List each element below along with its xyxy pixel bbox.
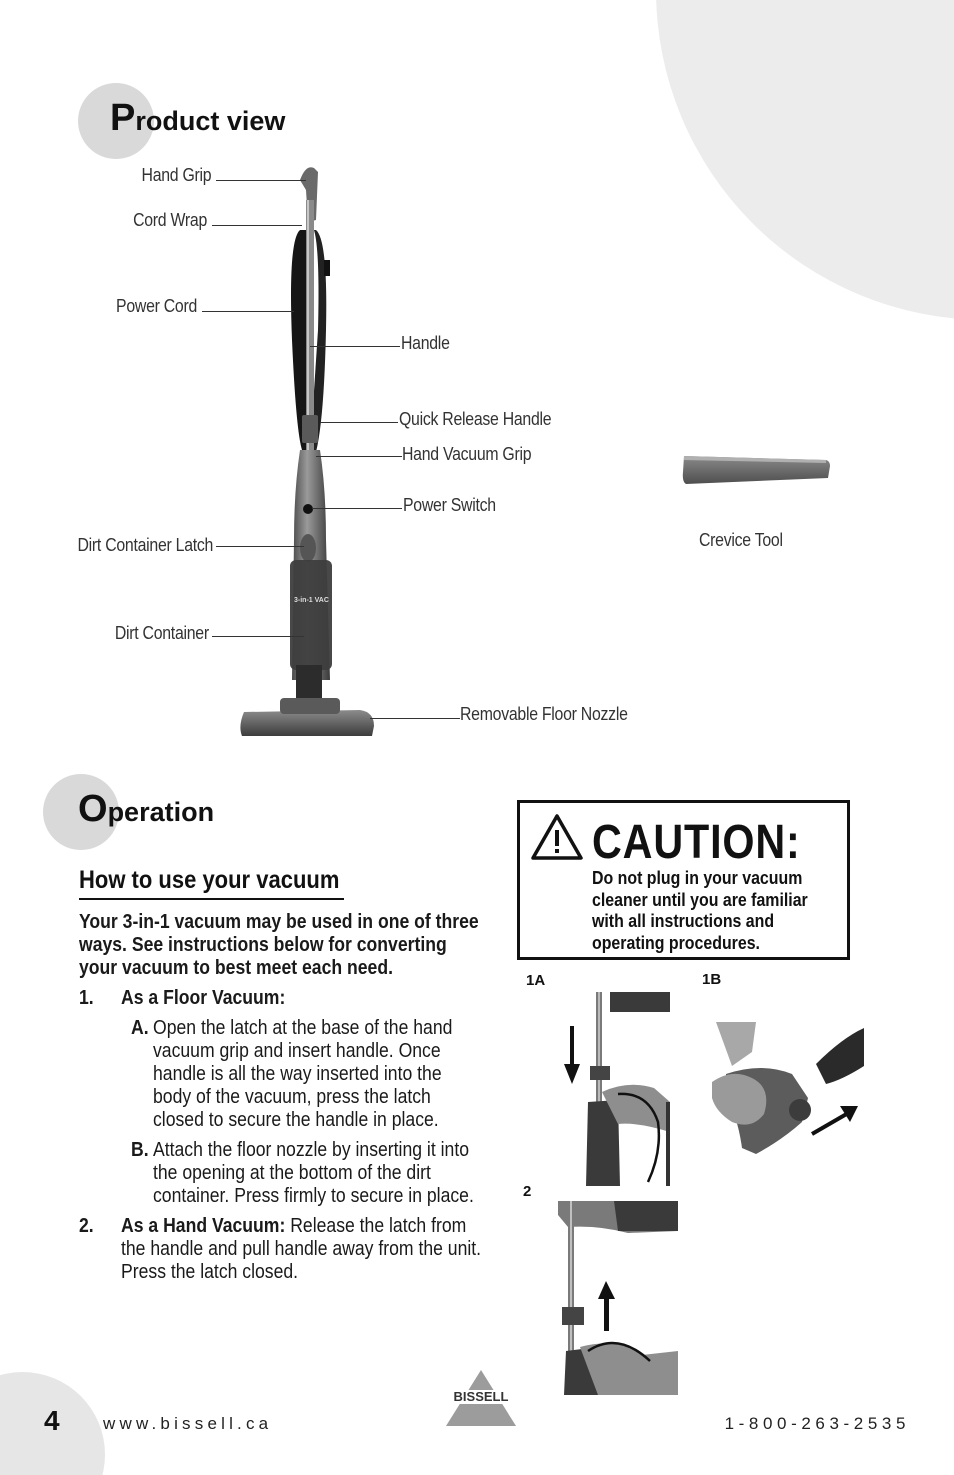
how-to-use-subheading: How to use your vacuum [79, 866, 340, 894]
step-2-body: Release the latch from the handle and pull handle away from the unit. Press the latch closed. [121, 1215, 482, 1283]
leader-hand-grip [216, 180, 306, 181]
callout-power-switch: Power Switch [403, 495, 496, 515]
step-1-title: As a Floor Vacuum: [121, 987, 286, 1009]
callout-hand-grip: Hand Grip [141, 165, 211, 185]
step-1b-text: Attach the floor nozzle by inserting it into the opening at the bottom of the dirt container. Press firmly to secure in place. [153, 1139, 474, 1207]
callout-dirt-container-latch: Dirt Container Latch [77, 535, 213, 555]
callout-removable-floor-nozzle: Removable Floor Nozzle [460, 704, 628, 724]
step-2-number: 2. [79, 1215, 94, 1237]
step-2-title: As a Hand Vacuum: [121, 1215, 286, 1237]
leader-power-cord [202, 311, 294, 312]
caution-text: Do not plug in your vacuum cleaner until you are familiar with all instructions and operating procedures. [592, 867, 808, 953]
leader-removable-floor-nozzle [370, 718, 460, 719]
callout-quick-release-handle: Quick Release Handle [399, 409, 552, 429]
logo-text: BISSELL [453, 1389, 509, 1404]
step-1a-label: A. [131, 1017, 149, 1039]
step-1-number: 1. [79, 987, 94, 1009]
figure-2-photo [558, 1201, 678, 1395]
leader-power-switch [312, 508, 402, 509]
figure-1a-photo [558, 992, 670, 1186]
step-1b-label: B. [131, 1139, 149, 1161]
leader-cord-wrap [212, 225, 302, 226]
footer-phone: 1-800-263-2535 [724, 1414, 910, 1433]
intro-paragraph: Your 3-in-1 vacuum may be used in one of three ways. See instructions below for converting your vacuum to best meet each need. [79, 911, 479, 979]
subheading-underline [79, 898, 344, 900]
callout-crevice-tool: Crevice Tool [699, 530, 783, 550]
warning-triangle-icon [530, 813, 584, 861]
figure-label-1a: 1A [526, 972, 546, 989]
leader-quick-release-handle [320, 422, 398, 423]
leader-dirt-container-latch [216, 546, 304, 547]
page-number: 4 [44, 1405, 60, 1436]
caution-box [517, 800, 850, 960]
operation-heading: Operation [78, 788, 215, 830]
corner-decoration [656, 0, 954, 320]
leader-dirt-container [212, 636, 304, 637]
callout-dirt-container: Dirt Container [114, 623, 209, 643]
callout-handle: Handle [401, 333, 450, 353]
stick-vacuum-illustration [230, 160, 390, 742]
step-1a-text: Open the latch at the base of the hand vacuum grip and insert handle. Once handle is all the way inserted into the body of the vacuum, press the latch closed to secure the handle in place. [153, 1017, 453, 1131]
bissell-logo [440, 1368, 522, 1430]
callout-hand-vacuum-grip: Hand Vacuum Grip [402, 444, 532, 464]
crevice-tool-illustration [680, 452, 832, 488]
leader-hand-vacuum-grip [316, 456, 402, 457]
product-view-heading: Product view [110, 97, 286, 139]
product-badge-text: 3-in-1 VAC [294, 597, 329, 604]
figure-label-1b: 1B [702, 971, 722, 988]
caution-title: CAUTION: [592, 816, 801, 869]
callout-power-cord: Power Cord [115, 296, 197, 316]
figure-label-2: 2 [523, 1183, 532, 1200]
leader-handle [310, 346, 400, 347]
figure-1b-photo [712, 1022, 864, 1162]
footer-url[interactable]: www.bissell.ca [103, 1414, 273, 1433]
step-2-text [121, 1215, 486, 1284]
callout-cord-wrap: Cord Wrap [133, 210, 207, 230]
